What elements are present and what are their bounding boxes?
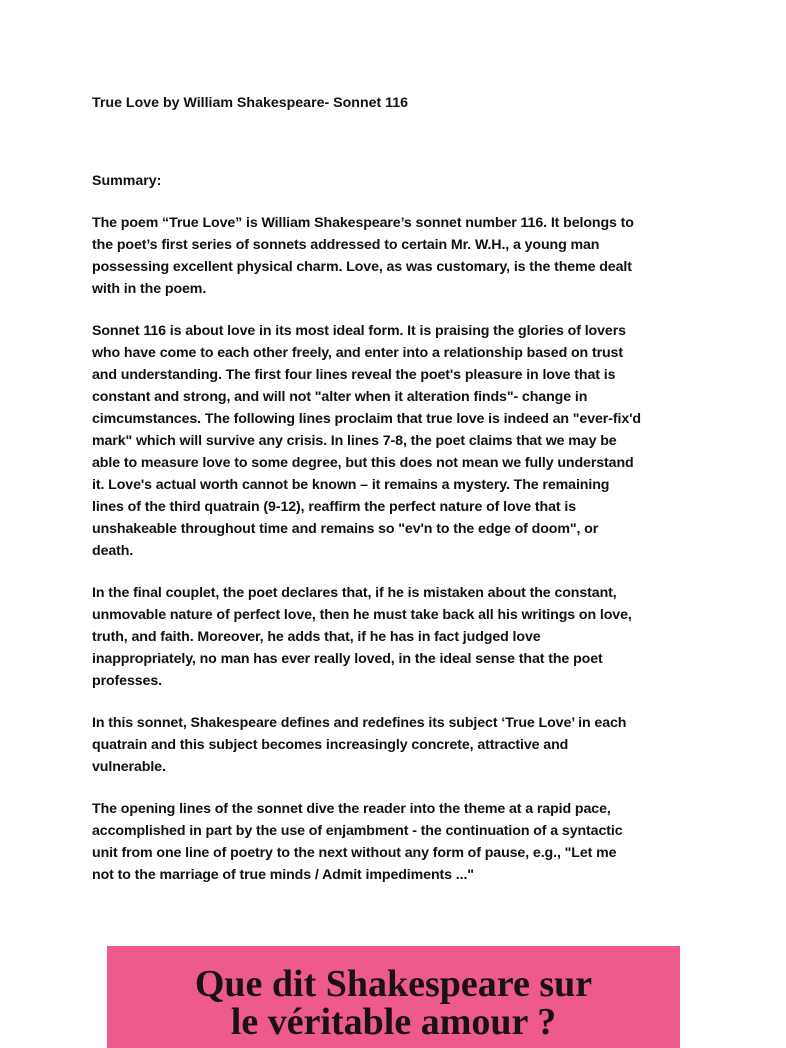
text-line: accomplished in part by the use of enjambment - the continuation of a syntactic xyxy=(92,823,623,839)
document-page xyxy=(92,92,702,886)
paragraph-definition xyxy=(92,712,702,778)
text-line: death. xyxy=(92,543,134,559)
text-line: Sonnet 116 is about love in its most ideal form. It is praising the glories of lovers xyxy=(92,323,626,339)
paragraph-intro xyxy=(92,212,702,300)
text-line: mark" which will survive any crisis. In lines 7-8, the poet claims that we may be xyxy=(92,433,617,449)
text-line: In this sonnet, Shakespeare defines and redefines its subject ‘True Love’ in each xyxy=(92,715,627,731)
text-line: possessing excellent physical charm. Love, as was customary, is the theme dealt xyxy=(92,259,632,275)
text-line: cimcumstances. The following lines proclaim that true love is indeed an "ever-fix'd xyxy=(92,411,641,427)
summary-heading: Summary: xyxy=(92,173,162,189)
text-line: In the final couplet, the poet declares that, if he is mistaken about the constant, xyxy=(92,585,617,601)
text-line: unmovable nature of perfect love, then he must take back all his writings on love, xyxy=(92,607,632,623)
text-line: constant and strong, and will not "alter when it alteration finds"- change in xyxy=(92,389,588,405)
text-line: professes. xyxy=(92,673,162,689)
banner-title-line-1: Que dit Shakespeare sur xyxy=(194,963,593,1005)
banner-title-line-2: le véritable amour ? xyxy=(230,1001,557,1043)
text-line: who have come to each other freely, and enter into a relationship based on trust xyxy=(92,345,623,361)
text-line: inappropriately, no man has ever really loved, in the ideal sense that the poet xyxy=(92,651,603,667)
text-line: quatrain and this subject becomes increasingly concrete, attractive and xyxy=(92,737,569,753)
text-line: The poem “True Love” is William Shakespeare’s sonnet number 116. It belongs to xyxy=(92,215,634,231)
text-line: unshakeable throughout time and remains so "ev'n to the edge of doom", or xyxy=(92,521,599,537)
text-line: unit from one line of poetry to the next without any form of pause, e.g., "Let me xyxy=(92,845,617,861)
paragraph-sonnet-116 xyxy=(92,320,702,562)
document-title: True Love by William Shakespeare- Sonnet 116 xyxy=(92,95,409,111)
text-line: able to measure love to some degree, but this does not mean we fully understand xyxy=(92,455,634,471)
text-line: truth, and faith. Moreover, he adds that, if he has in fact judged love xyxy=(92,629,541,645)
text-line: not to the marriage of true minds / Admit impediments ..." xyxy=(92,867,474,883)
text-line: it. Love's actual worth cannot be known – it remains a mystery. The remaining xyxy=(92,477,610,493)
paragraph-opening-lines xyxy=(92,798,702,886)
paragraph-final-couplet xyxy=(92,582,702,692)
text-line: vulnerable. xyxy=(92,759,166,775)
text-line: lines of the third quatrain (9-12), reaffirm the perfect nature of love that is xyxy=(92,499,577,515)
text-line: the poet’s first series of sonnets addressed to certain Mr. W.H., a young man xyxy=(92,237,600,253)
question-banner xyxy=(107,946,680,1048)
text-line: with in the poem. xyxy=(92,281,207,297)
text-line: The opening lines of the sonnet dive the reader into the theme at a rapid pace, xyxy=(92,801,611,817)
text-line: and understanding. The first four lines reveal the poet's pleasure in love that is xyxy=(92,367,616,383)
